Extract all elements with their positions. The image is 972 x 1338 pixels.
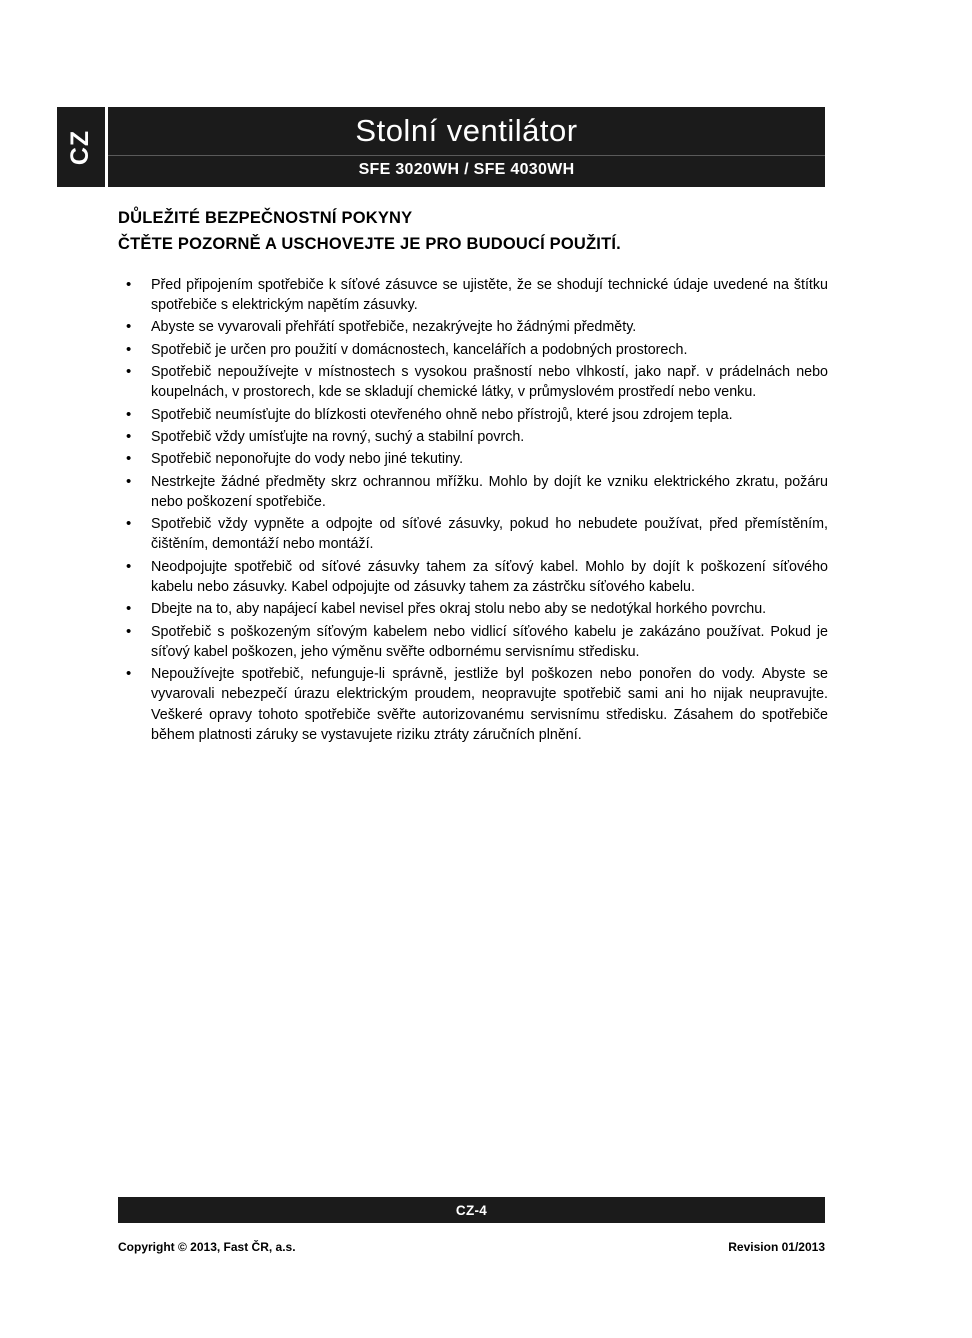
- document-content: [118, 207, 828, 747]
- safety-heading-line1: DŮLEŽITÉ BEZPEČNOSTNÍ POKYNY: [118, 209, 413, 227]
- title-block: [108, 107, 825, 187]
- safety-instructions-list: [118, 275, 828, 746]
- document-header: [57, 107, 825, 187]
- list-item: • Spotřebič nepoužívejte v místnostech s vysokou prašností nebo vlhkostí, jako např. v prádelnách nebo koupelnách, v prostorech, kde se skladují chemické látky, v průmyslovém prostředí nebo venku.: [118, 362, 828, 403]
- revision-text: Revision 01/2013: [728, 1240, 825, 1254]
- list-item: • Dbejte na to, aby napájecí kabel nevisel přes okraj stolu nebo aby se nedotýkal horkého povrchu.: [118, 599, 828, 619]
- list-item: • Spotřebič neponořujte do vody nebo jiné tekutiny.: [118, 449, 828, 469]
- model-bar: [108, 155, 825, 179]
- model-numbers: SFE 3020WH / SFE 4030WH: [358, 160, 575, 178]
- page-title: Stolní ventilátor: [355, 113, 578, 149]
- copyright-text: Copyright © 2013, Fast ČR, a.s.: [118, 1240, 296, 1254]
- list-item: • Spotřebič s poškozeným síťovým kabelem nebo vidlicí síťového kabelu je zakázáno používat. Pokud je síťový kabel poškozen, jeho výměnu svěřte odbornému servisnímu středisku.: [118, 622, 828, 663]
- page-number-bar: [118, 1197, 825, 1223]
- list-item: • Před připojením spotřebiče k síťové zásuvce se ujistěte, že se shodují technické údaje uvedené na štítku spotřebiče s elektrickým napětím zásuvky.: [118, 275, 828, 316]
- language-tab-label: CZ: [66, 129, 95, 165]
- list-item: • Neodpojujte spotřebič od síťové zásuvky tahem za síťový kabel. Mohlo by dojít k poškození síťového kabelu nebo zásuvky. Kabel odpojujte od zásuvky tahem za zástrčku síťového kabelu.: [118, 557, 828, 598]
- language-tab: [57, 107, 108, 187]
- list-item: • Nepoužívejte spotřebič, nefunguje-li správně, jestliže byl poškozen nebo ponořen do vody. Abyste se vyvarovali nebezpečí úrazu elektrickým proudem, neopravujte spotřebič sami ani ho nijak neupravujte. Veškeré opravy tohoto spotřebiče svěřte autorizovanému servisnímu středisku. Zásahem do spotřebiče během platnosti záruky se vystavujete riziku ztráty záručních plnění.: [118, 664, 828, 745]
- list-item: • Abyste se vyvarovali přehřátí spotřebiče, nezakrývejte ho žádnými předměty.: [118, 317, 828, 337]
- list-item: • Nestrkejte žádné předměty skrz ochrannou mřížku. Mohlo by dojít ke vzniku elektrického zkratu, požáru nebo poškození spotřebiče.: [118, 472, 828, 513]
- list-item: • Spotřebič vždy umísťujte na rovný, suchý a stabilní povrch.: [118, 427, 828, 447]
- list-item: • Spotřebič vždy vypněte a odpojte od síťové zásuvky, pokud ho nebudete používat, před přemístěním, čištěním, demontáží nebo montáží.: [118, 514, 828, 555]
- safety-heading-line2: ČTĚTE POZORNĚ A USCHOVEJTE JE PRO BUDOUCÍ POUŽITÍ.: [118, 234, 621, 253]
- document-footer: [118, 1240, 825, 1254]
- list-item: • Spotřebič neumísťujte do blízkosti otevřeného ohně nebo přístrojů, které jsou zdrojem tepla.: [118, 405, 828, 425]
- list-item: • Spotřebič je určen pro použití v domácnostech, kancelářích a podobných prostorech.: [118, 340, 828, 360]
- page-number-label: CZ-4: [455, 1202, 488, 1218]
